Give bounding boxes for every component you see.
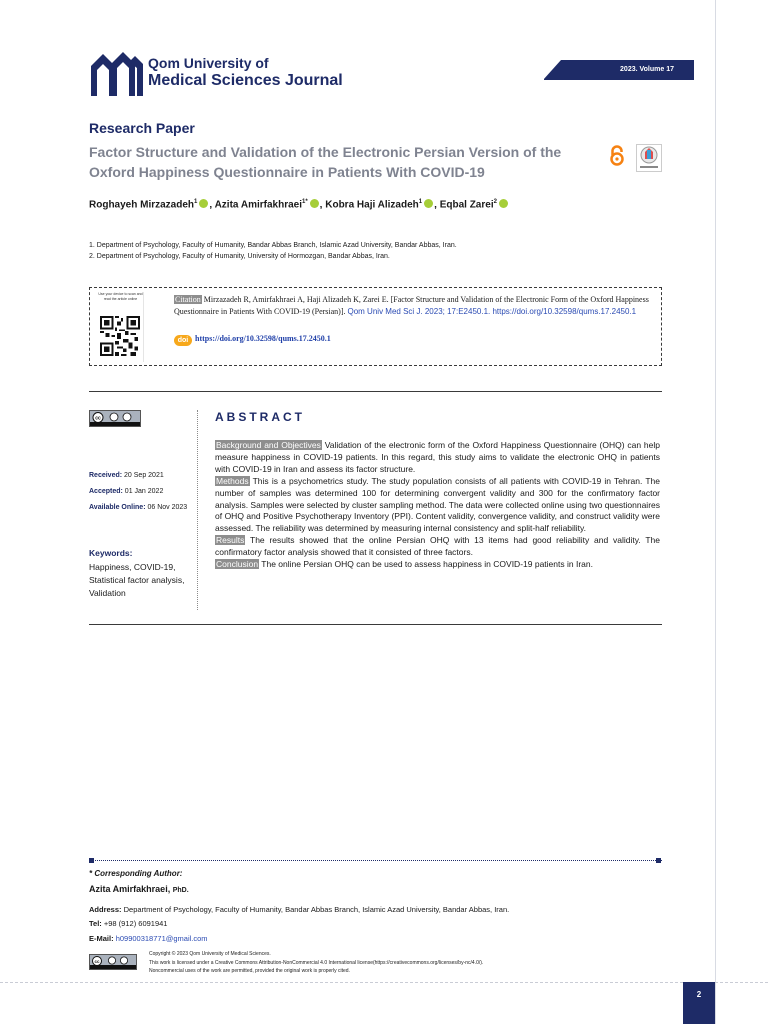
corresponding-email <box>89 934 208 943</box>
affiliation-item: 1. Department of Psychology, Faculty of Humanity, Bandar Abbas Branch, Islamic Azad University, Bandar Abbas, Iran. <box>89 242 457 249</box>
journal-name <box>148 54 343 90</box>
keywords-label: Keywords: <box>89 548 133 558</box>
journal-name-line1: Qom University of <box>148 55 269 71</box>
rule-end-marker <box>89 858 94 863</box>
email-label: E-Mail: <box>89 934 114 943</box>
license-line: This work is licensed under a Creative Commons Attribution-NonCommercial 4.0 International license(https://creativecommons.org/licenses/by-nc/4.0/). <box>149 959 484 966</box>
received-label: Received: <box>89 472 123 479</box>
background-label: Background and Objectives <box>216 440 321 450</box>
qr-code-icon[interactable] <box>100 314 140 358</box>
accepted-label: Accepted: <box>89 488 123 495</box>
corresponding-tel <box>89 919 167 928</box>
crossmark-icon[interactable] <box>636 144 662 172</box>
affiliations <box>89 240 457 262</box>
section-divider <box>89 624 662 625</box>
accepted-date <box>89 484 187 500</box>
orcid-icon[interactable] <box>310 199 319 208</box>
right-margin-rule <box>715 0 716 1024</box>
open-access-icon[interactable] <box>608 145 626 167</box>
tel-label: Tel: <box>89 919 102 928</box>
article-type: Research Paper <box>89 120 195 136</box>
cc-by-nc-icon[interactable] <box>89 954 137 970</box>
address-value: Department of Psychology, Faculty of Humanity, Bandar Abbas Branch, Islamic Azad University, Bandar Abbas, Iran. <box>123 905 510 914</box>
author-affiliation-mark: 1 <box>418 199 423 205</box>
doi-icon: doi <box>174 335 192 346</box>
citation-body: Mirzazadeh R, Amirfakhraei A, Haji Alizadeh K, Zarei E. [Factor Structure and Validation of the Electronic Form of the Oxford Happiness Questionnaire in Patients With COVID-19 (Persian)]. <box>174 295 649 316</box>
author-affiliation-mark: 2 <box>493 199 497 205</box>
corresponding-author-name: Azita Amirfakhraei, <box>89 884 171 894</box>
journal-name-line2: Medical Sciences Journal <box>148 72 343 89</box>
section-divider <box>89 391 662 392</box>
abstract-body <box>215 440 660 571</box>
received-date <box>89 468 187 484</box>
article-dates <box>89 468 187 516</box>
license-text <box>149 950 659 976</box>
address-label: Address: <box>89 905 122 914</box>
author-name: Roghayeh Mirzazadeh <box>89 199 195 211</box>
online-date <box>89 500 187 516</box>
online-value: 06 Nov 2023 <box>147 504 188 511</box>
methods-text: This is a psychometrics study. The study population consists of all patients with COVID-19 in Tehran. The number of samples was determined 100 for determining convergent validity and 300 for the confirmatory factor analysis. Samples were selected by cluster sampling method. The data were collected online using two questionnaires of OHQ and Positive Psychotherapy Inventory (PPI). Content validity, convergence validity, and construct validity were assessed. The reliability was determined by measuring internal consistency and split-half reliability. <box>215 475 660 534</box>
corresponding-degree: PhD. <box>172 887 189 894</box>
author-list: Roghayeh Mirzazadeh$^1$ , Azita Amirfakhraei$^{1*}$ , Kobra Haji Alizadeh$^1$ , Eqbal Zarei$^2$ <box>89 199 509 210</box>
conclusion-label: Conclusion <box>216 559 259 570</box>
license-line: Copyright © 2023 Qom University of Medical Sciences. <box>149 951 271 957</box>
orcid-icon[interactable] <box>199 199 208 208</box>
citation-text <box>174 294 654 318</box>
footer-dotted-rule <box>89 860 662 861</box>
email-link[interactable]: h09900318771@gmail.com <box>115 934 208 943</box>
cc-by-nc-icon[interactable] <box>89 410 141 427</box>
qr-caption: Use your device to scan and read the article online <box>98 292 143 301</box>
author-name: Azita Amirfakhraei <box>214 199 302 211</box>
tel-value: +98 (912) 6091941 <box>103 919 168 928</box>
volume-banner: 2023. Volume 17 <box>544 60 694 80</box>
page-bottom-rule <box>0 982 768 983</box>
qr-panel <box>98 292 144 362</box>
methods-label: Methods <box>216 475 249 486</box>
corresponding-address <box>89 905 509 914</box>
orcid-icon[interactable] <box>499 199 508 208</box>
online-label: Available Online: <box>89 504 146 511</box>
doi-link[interactable]: https://doi.org/10.32598/qums.17.2450.1 <box>195 334 331 343</box>
citation-box <box>89 287 662 366</box>
journal-brand[interactable] <box>89 46 349 100</box>
page-number: 2 <box>683 982 715 1024</box>
abstract-heading: ABSTRACT <box>215 410 305 424</box>
author-affiliation-mark: 1 <box>194 199 198 205</box>
author-name: Kobra Haji Alizadeh <box>325 199 419 211</box>
column-divider <box>197 410 198 610</box>
keywords-text: Happiness, COVID-19, Statistical factor analysis, Validation <box>89 562 185 598</box>
corresponding-heading: * Corresponding Author: <box>89 869 183 878</box>
svg-text:cc: cc <box>95 415 101 422</box>
corresponding-name <box>89 884 189 894</box>
rule-end-marker <box>656 858 661 863</box>
doi-row[interactable] <box>174 334 331 346</box>
citation-label: Citation <box>175 295 201 304</box>
author-name: Eqbal Zarei <box>439 199 494 211</box>
citation-reference-link[interactable]: Qom Univ Med Sci J. 2023; 17:E2450.1. https://doi.org/10.32598/qums.17.2450.1 <box>347 307 637 316</box>
background-text: Validation of the electronic form of the Oxford Happiness Questionnaire (OHQ) can help measure happiness in COVID-19 patients. In this regard, this study aims to validate the electronic OHQ in patients with COVID-19 in Iran and assess its factor structure. <box>215 440 660 474</box>
author-affiliation-mark: 1* <box>302 199 308 205</box>
conclusion-text: The online Persian OHQ can be used to assess happiness in COVID-19 patients in Iran. <box>261 559 593 570</box>
accepted-value: 01 Jan 2022 <box>124 488 164 495</box>
license-line: Noncommercial uses of the work are permitted, provided the original work is properly cited. <box>149 968 350 974</box>
received-value: 20 Sep 2021 <box>124 472 164 479</box>
journal-logo-icon <box>89 46 145 100</box>
affiliation-item: 2. Department of Psychology, Faculty of Humanity, University of Hormozgan, Bandar Abbas, Iran. <box>89 253 390 260</box>
results-label: Results <box>216 535 245 546</box>
svg-text:cc: cc <box>94 959 100 964</box>
orcid-icon[interactable] <box>424 199 433 208</box>
results-text: The results showed that the online Persian OHQ with 13 items had good reliability and validity. The confirmatory factor analysis showed that it consisted of three factors. <box>215 535 660 558</box>
article-title: Factor Structure and Validation of the Electronic Persian Version of the Oxford Happiness Questionnaire in Patients With COVID-19 <box>89 144 562 180</box>
